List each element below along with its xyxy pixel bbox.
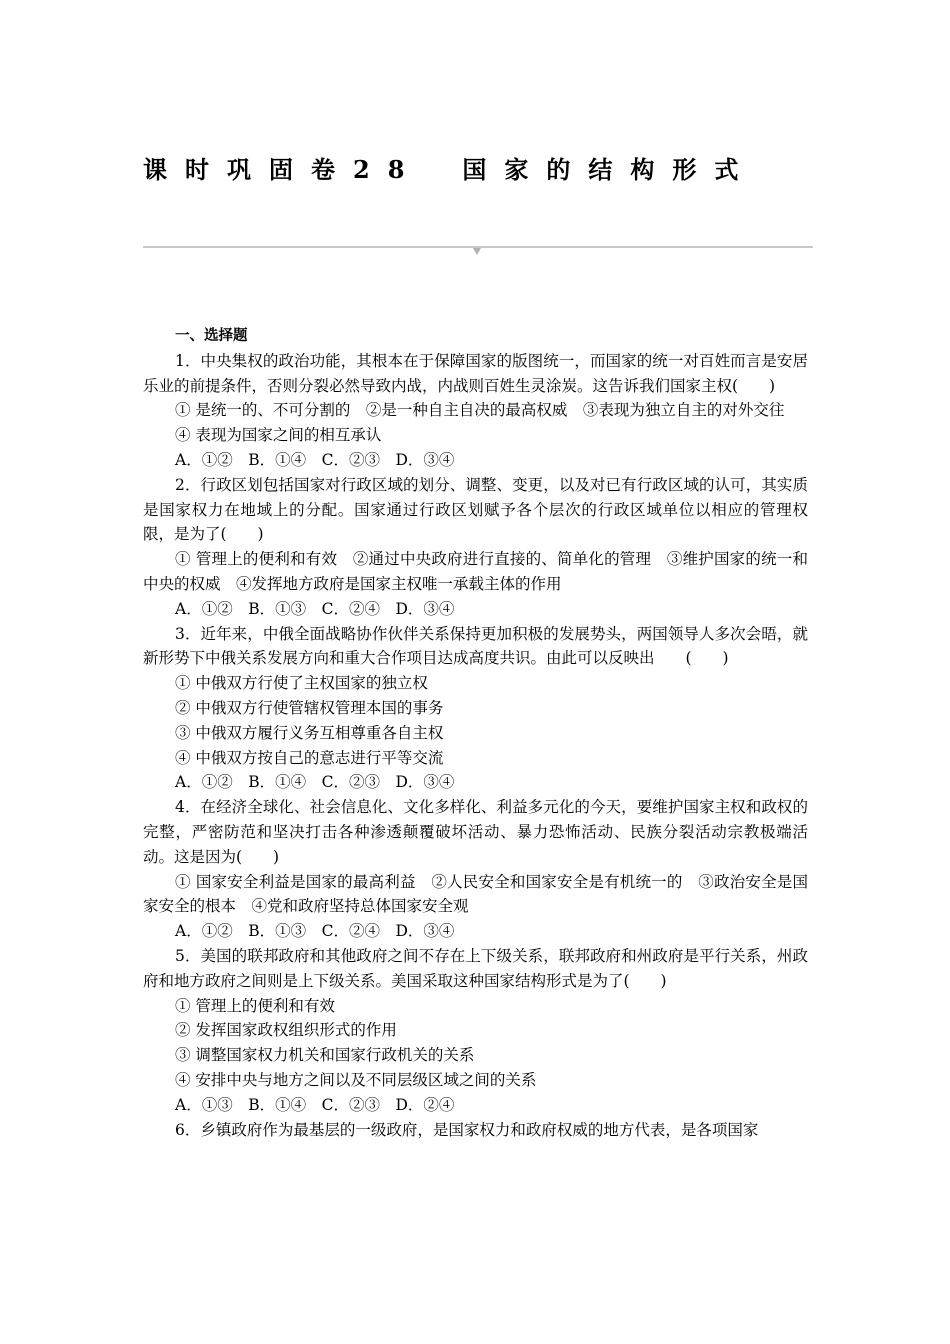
q4-options: A．①② B．①③ C．②④ D．③④: [175, 922, 455, 941]
section-heading: 一、选择题: [175, 328, 248, 344]
q3-statement-4: ④ 中俄双方按自己的意志进行平等交流: [175, 748, 444, 767]
q5-statement-4: ④ 安排中央与地方之间以及不同层级区域之间的关系: [175, 1070, 537, 1089]
q6-stem: 6．乡镇政府作为最基层的一级政府，是国家权力和政府权威的地方代表，是各项国家: [175, 1120, 759, 1139]
q2-options: A．①② B．①③ C．②④ D．③④: [175, 599, 455, 618]
q5-stem: 5．美国的联邦政府和其他政府之间不存在上下级关系，联邦政府和州政府是平行关系，州政府和地方政府之间则是上下级关系。美国采取这种国家结构形式是为了( ): [143, 946, 808, 990]
title-part-2: 国家的结构形式: [462, 155, 757, 184]
page-title: [143, 150, 813, 190]
q3-stem: 3．近年来，中俄全面战略协作伙伴关系保持更加积极的发展势头，两国领导人多次会晤，就新形势下中俄关系发展方向和重大合作项目达成高度共识。由此可以反映出 ( ): [143, 624, 808, 668]
q2-stem: 2．行政区划包括国家对行政区域的划分、调整、变更，以及对已有行政区域的认可，其实质是国家权力在地域上的分配。国家通过行政区划赋予各个层次的行政区域单位以相应的管理权限，是为了( ): [143, 475, 808, 544]
q3-statement-1: ① 中俄双方行使了主权国家的独立权: [175, 674, 428, 693]
q2-statements: ① 管理上的便利和有效 ②通过中央政府进行直接的、简单化的管理 ③维护国家的统一和中央的权威 ④发挥地方政府是国家主权唯一承载主体的作用: [143, 550, 808, 593]
q5-statement-3: ③ 调整国家权力机关和国家行政机关的关系: [175, 1046, 475, 1065]
q1-statements-1: ① 是统一的、不可分割的 ②是一种自主自决的最高权威 ③表现为独立自主的对外交往: [175, 401, 785, 420]
q3-options: A．①② B．①④ C．②③ D．③④: [175, 773, 455, 792]
title-part-1: 课时巩固卷28: [143, 155, 423, 184]
q1-statements-2: ④ 表现为国家之间的相互承认: [175, 426, 382, 445]
q5-options: A．①③ B．①④ C．②③ D．②④: [175, 1095, 455, 1114]
q5-statement-1: ① 管理上的便利和有效: [175, 996, 335, 1015]
q3-statement-3: ③ 中俄双方履行义务互相尊重各自主权: [175, 723, 444, 742]
q1-options: A．①② B．①④ C．②③ D．③④: [175, 450, 455, 469]
q4-statements: ① 国家安全利益是国家的最高利益 ②人民安全和国家安全是有机统一的 ③政治安全是国家安全的根本 ④党和政府坚持总体国家安全观: [143, 872, 808, 916]
document-body: [143, 324, 808, 1142]
divider-triangle-icon: [473, 248, 481, 255]
q5-statement-2: ② 发挥国家政权组织形式的作用: [175, 1021, 397, 1040]
q4-stem: 4．在经济全球化、社会信息化、文化多样化、利益多元化的今天，要维护国家主权和政权的完整，严密防范和坚决打击各种渗透颠覆破坏活动、暴力恐怖活动、民族分裂活动宗教极端活动。这是因为( ): [143, 798, 808, 866]
q1-stem: 1．中央集权的政治功能，其根本在于保障国家的版图统一，而国家的统一对百姓而言是安居乐业的前提条件，否则分裂必然导致内战，内战则百姓生灵涂炭。这告诉我们国家主权( ): [143, 351, 808, 395]
q3-statement-2: ② 中俄双方行使管辖权管理本国的事务: [175, 698, 444, 717]
